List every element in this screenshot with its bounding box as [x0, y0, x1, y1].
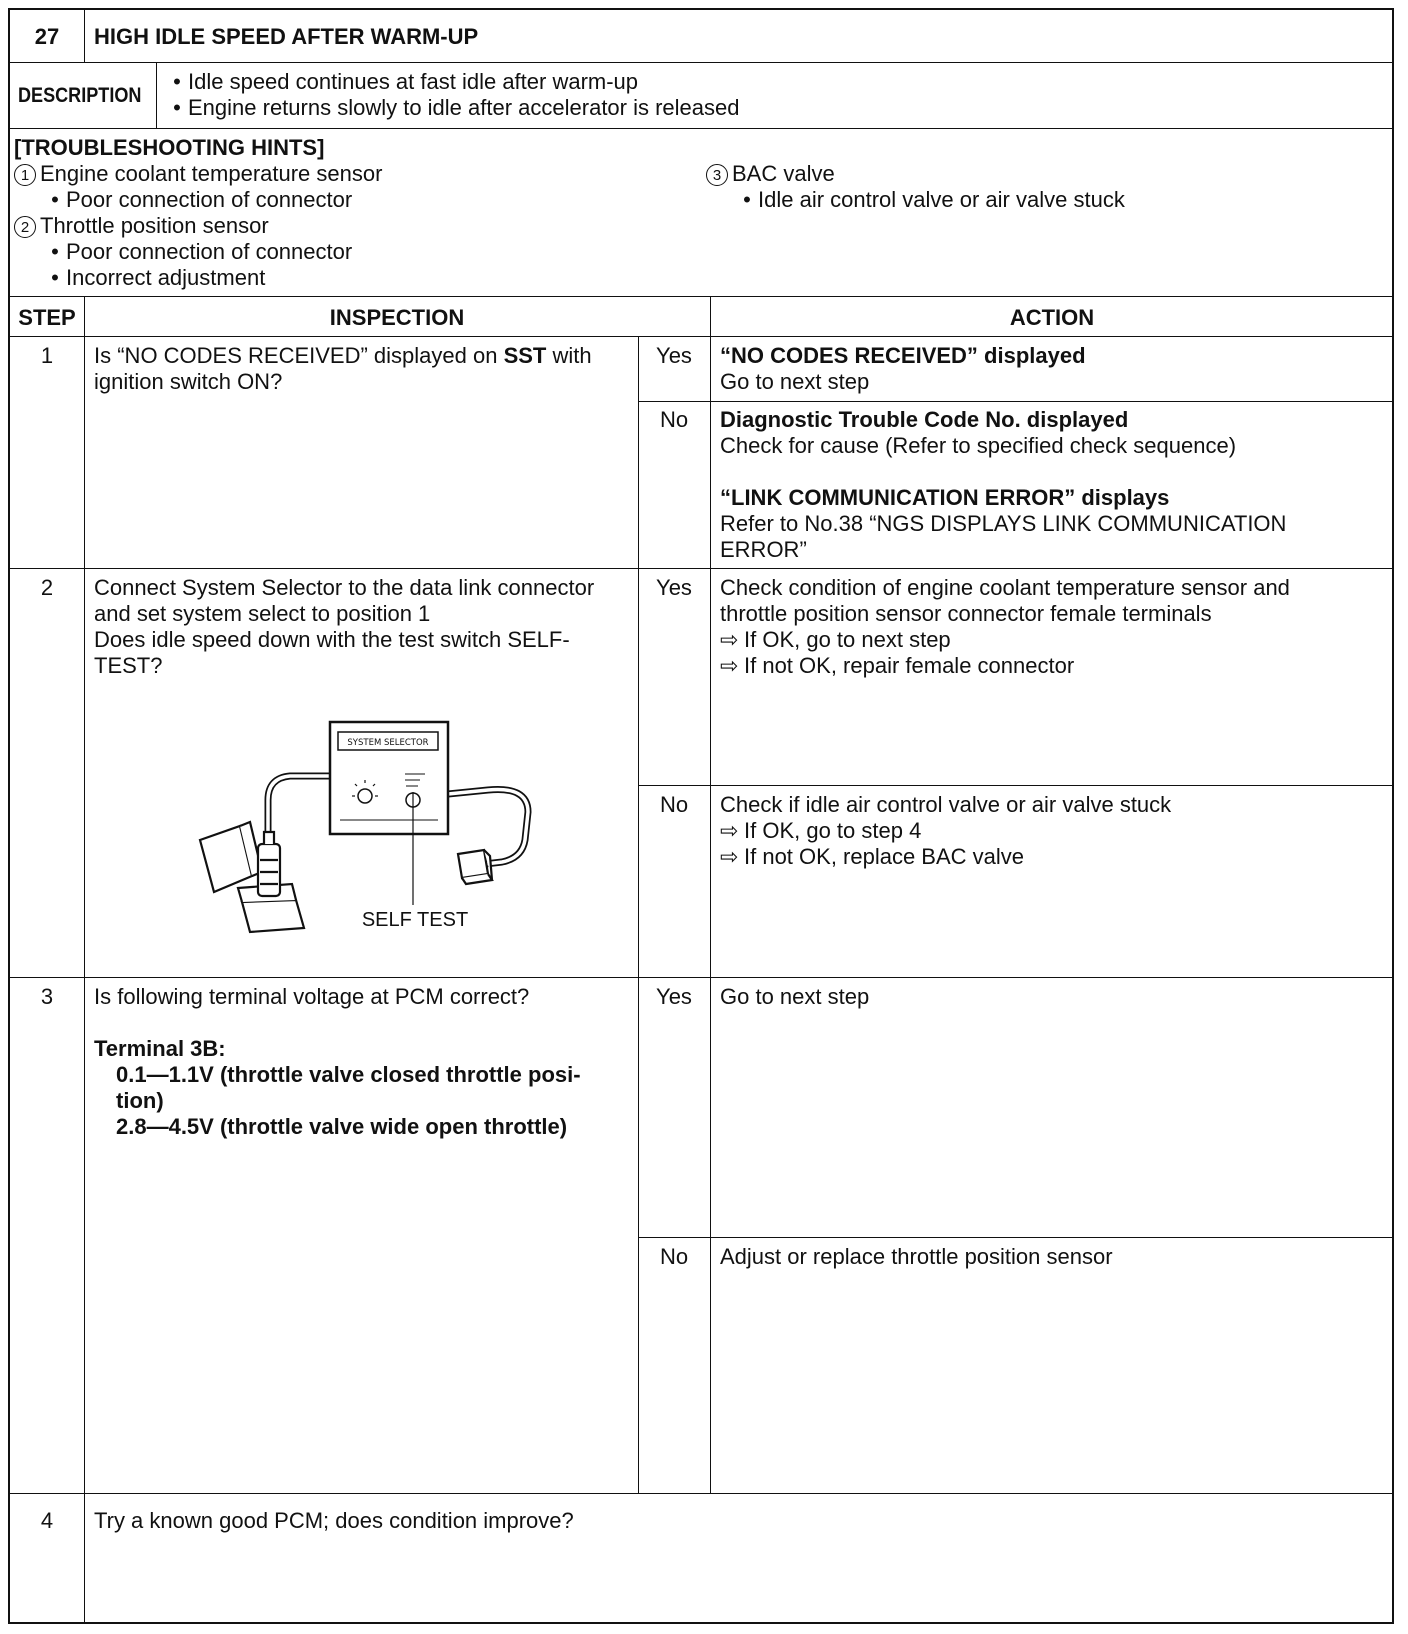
hint-group-title: 1 Engine coolant temperature sensor — [14, 160, 382, 187]
troubleshooting-sheet — [8, 8, 1394, 1624]
yes-label: Yes — [656, 575, 692, 600]
action-text: Go to next step — [720, 369, 870, 394]
self-test-callout: SELF TEST — [361, 909, 469, 931]
step-inspection: Try a known good PCM; does condition improve? — [94, 1508, 574, 1533]
yes-label: Yes — [656, 343, 692, 368]
step-inspection: Is following terminal voltage at PCM correct? — [94, 984, 530, 1009]
arrow-right-icon: ⇨ — [720, 818, 739, 843]
column-header-step: STEP — [18, 305, 76, 330]
action-result: ⇨ If OK, go to next step — [720, 627, 951, 652]
hint-item: • Poor connection of connector — [51, 187, 353, 212]
action-result: ⇨ If OK, go to step 4 — [720, 818, 922, 843]
yes-label: Yes — [656, 984, 692, 1009]
hint-item: • Poor connection of connector — [51, 239, 353, 264]
column-header-inspection: INSPECTION — [329, 305, 465, 330]
action-heading: Diagnostic Trouble Code No. displayed — [720, 407, 1129, 432]
no-label: No — [659, 407, 689, 432]
voltage-spec: 2.8—4.5V (throttle valve wide open throttle) — [116, 1114, 568, 1139]
description-item: • Idle speed continues at fast idle after warm-up — [173, 69, 639, 94]
system-selector-title: SYSTEM SELECTOR — [347, 738, 429, 748]
terminal-label: Terminal 3B: — [94, 1036, 226, 1061]
step-inspection: ignition switch ON? — [94, 369, 283, 394]
action-heading: “LINK COMMUNICATION ERROR” displays — [720, 485, 1170, 510]
hint-group-title: 3 BAC valve — [706, 160, 835, 187]
action-heading: “NO CODES RECEIVED” displayed — [720, 343, 1086, 368]
action-text: ERROR” — [720, 537, 807, 562]
voltage-spec: tion) — [116, 1088, 164, 1113]
procedure-number: 27 — [34, 24, 60, 49]
dlc-connector-icon — [200, 822, 304, 932]
step-number: 2 — [40, 575, 54, 600]
arrow-right-icon: ⇨ — [720, 844, 739, 869]
step-inspection: TEST? — [94, 653, 163, 678]
hints-heading: [TROUBLESHOOTING HINTS] — [14, 135, 325, 160]
selector-connector-icon — [458, 850, 492, 884]
step-inspection: Does idle speed down with the test switch SELF- — [94, 627, 570, 652]
step-inspection: and set system select to position 1 — [94, 601, 431, 626]
no-label: No — [659, 1244, 689, 1269]
action-result: ⇨ If not OK, repair female connector — [720, 653, 1075, 678]
action-text: Refer to No.38 “NGS DISPLAYS LINK COMMUNICATION — [720, 511, 1287, 536]
action-text: throttle position sensor connector female terminals — [720, 601, 1212, 626]
hint-group-title: 2 Throttle position sensor — [14, 212, 269, 239]
no-label: No — [659, 792, 689, 817]
action-result: ⇨ If not OK, replace BAC valve — [720, 844, 1025, 869]
step-number: 4 — [40, 1508, 54, 1533]
description-label: DESCRIPTION — [18, 84, 142, 107]
action-text: Check if idle air control valve or air valve stuck — [720, 792, 1172, 817]
step-number: 3 — [40, 984, 54, 1009]
hint-item: • Idle air control valve or air valve stuck — [743, 187, 1125, 212]
description-item: • Engine returns slowly to idle after accelerator is released — [173, 95, 740, 120]
step-inspection: Connect System Selector to the data link connector — [94, 575, 595, 600]
page-title: HIGH IDLE SPEED AFTER WARM-UP — [94, 24, 479, 49]
step-number: 1 — [40, 343, 54, 368]
system-selector-illustration — [180, 700, 550, 950]
action-text: Check for cause (Refer to specified check sequence) — [720, 433, 1237, 458]
action-text: Adjust or replace throttle position sensor — [720, 1244, 1113, 1269]
step-inspection: Is “NO CODES RECEIVED” displayed on SST with — [94, 343, 592, 368]
column-header-action: ACTION — [1009, 305, 1095, 330]
arrow-right-icon: ⇨ — [720, 653, 739, 678]
voltage-spec: 0.1—1.1V (throttle valve closed throttle posi- — [116, 1062, 581, 1087]
action-text: Go to next step — [720, 984, 870, 1009]
action-text: Check condition of engine coolant temperature sensor and — [720, 575, 1290, 600]
hint-item: • Incorrect adjustment — [51, 265, 266, 290]
arrow-right-icon: ⇨ — [720, 627, 739, 652]
